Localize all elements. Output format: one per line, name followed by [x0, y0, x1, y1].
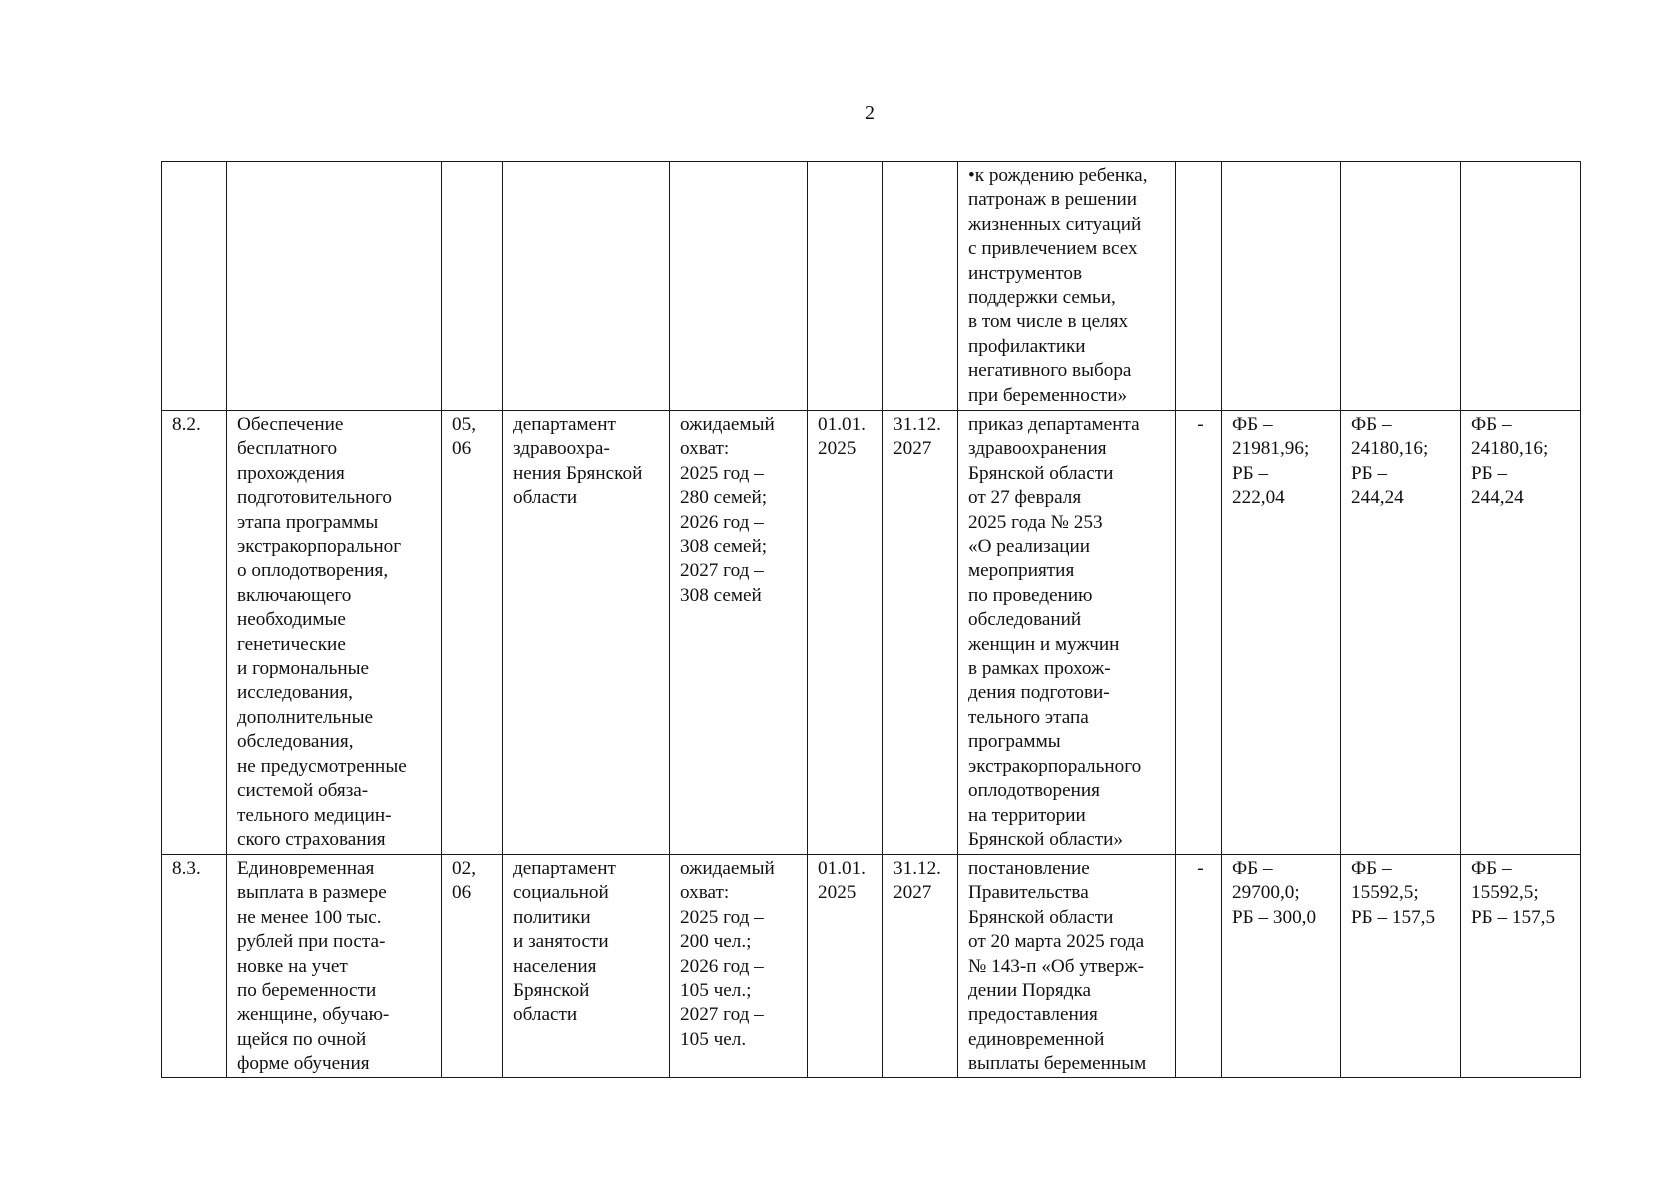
cell-name: [227, 162, 442, 411]
cell-funding-2027: ФБ – 15592,5; РБ – 157,5: [1461, 855, 1581, 1078]
cell-document: постановление Правительства Брянской области от 20 марта 2025 года № 143-п «Об утверж- дении Порядка предоставления единовременной выплаты беременным: [958, 855, 1176, 1078]
cell-funding-2027: ФБ – 24180,16; РБ – 244,24: [1461, 411, 1581, 855]
cell-id: [162, 162, 227, 411]
cell-funding-2025: ФБ – 21981,96; РБ – 222,04: [1222, 411, 1341, 855]
cell-end-date: 31.12. 2027: [883, 855, 958, 1078]
cell-executor: департамент социальной политики и занятости населения Брянской области: [503, 855, 670, 1078]
cell-codes: 02, 06: [442, 855, 503, 1078]
cell-start-date: 01.01. 2025: [808, 855, 883, 1078]
cell-id: 8.3.: [162, 855, 227, 1078]
table-row: [162, 855, 1581, 1078]
cell-codes: [442, 162, 503, 411]
cell-name: Единовременная выплата в размере не менее 100 тыс. рублей при поста- новке на учет по беременности женщине, обучаю- щейся по очной форме обучения: [227, 855, 442, 1078]
cell-start-date: 01.01. 2025: [808, 411, 883, 855]
cell-funding-2025: [1222, 162, 1341, 411]
cell-id: 8.2.: [162, 411, 227, 855]
cell-indicator: ожидаемый охват: 2025 год – 200 чел.; 2026 год – 105 чел.; 2027 год – 105 чел.: [670, 855, 808, 1078]
cell-executor: [503, 162, 670, 411]
cell-name: Обеспечение бесплатного прохождения подготовительного этапа программы экстракорпоральног о оплодотворения, включающего необходимые генетические и гормональные исследования, дополнительные обследования, не предусмотренные системой обяза- тельного медицин- ского страхования: [227, 411, 442, 855]
cell-indicator: ожидаемый охват: 2025 год – 280 семей; 2026 год – 308 семей; 2027 год – 308 семей: [670, 411, 808, 855]
cell-document: •к рождению ребенка, патронаж в решении жизненных ситуаций с привлечением всех инструментов поддержки семьи, в том числе в целях профилактики негативного выбора при беременности»: [958, 162, 1176, 411]
cell-indicator: [670, 162, 808, 411]
cell-executor: департамент здравоохра- нения Брянской области: [503, 411, 670, 855]
table-row: [162, 162, 1581, 411]
measures-table: [161, 161, 1581, 1078]
cell-funding-2025: ФБ – 29700,0; РБ – 300,0: [1222, 855, 1341, 1078]
cell-funding-2026: [1341, 162, 1461, 411]
cell-end-date: [883, 162, 958, 411]
cell-extra: -: [1176, 855, 1222, 1078]
cell-end-date: 31.12. 2027: [883, 411, 958, 855]
cell-funding-2027: [1461, 162, 1581, 411]
cell-start-date: [808, 162, 883, 411]
cell-funding-2026: ФБ – 24180,16; РБ – 244,24: [1341, 411, 1461, 855]
table-row: [162, 411, 1581, 855]
page-number: 2: [865, 102, 875, 124]
cell-extra: [1176, 162, 1222, 411]
cell-codes: 05, 06: [442, 411, 503, 855]
cell-funding-2026: ФБ – 15592,5; РБ – 157,5: [1341, 855, 1461, 1078]
cell-extra: -: [1176, 411, 1222, 855]
cell-document: приказ департамента здравоохранения Брянской области от 27 февраля 2025 года № 253 «О реализации мероприятия по проведению обследований женщин и мужчин в рамках прохож- дения подготови- тельного этапа программы экстракорпорального оплодотворения на территории Брянской области»: [958, 411, 1176, 855]
